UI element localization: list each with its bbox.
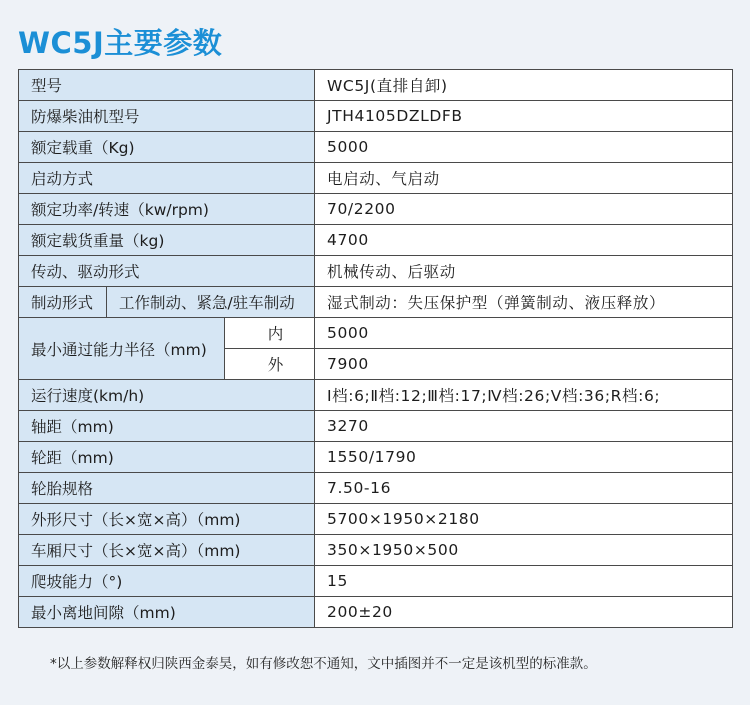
spec-value: 200±20: [315, 597, 733, 628]
spec-value: 5700×1950×2180: [315, 504, 733, 535]
spec-label: 额定功率/转速（kw/rpm): [19, 194, 315, 225]
spec-label: 轮胎规格: [19, 473, 315, 504]
spec-value: 机械传动、后驱动: [315, 256, 733, 287]
spec-label: 最小离地间隙（mm): [19, 597, 315, 628]
spec-value: 350×1950×500: [315, 535, 733, 566]
footnote: *以上参数解释权归陕西金泰昊，如有修改恕不通知，文中插图并不一定是该机型的标准款。: [50, 656, 597, 672]
spec-value: 15: [315, 566, 733, 597]
spec-row: [19, 442, 733, 473]
spec-label: 型号: [19, 70, 315, 101]
spec-row: [19, 225, 733, 256]
spec-row: [19, 504, 733, 535]
spec-row: [19, 411, 733, 442]
brake-value: 湿式制动：失压保护型（弹簧制动、液压释放）: [315, 287, 733, 318]
spec-row: [19, 194, 733, 225]
spec-row-radius-inner: [19, 318, 733, 349]
spec-row: [19, 132, 733, 163]
spec-row: [19, 535, 733, 566]
spec-value: Ⅰ档:6;Ⅱ档:12;Ⅲ档:17;Ⅳ档:26;Ⅴ档:36;R档:6;: [315, 380, 733, 411]
page-title: WC5J主要参数: [18, 26, 223, 60]
spec-label: 防爆柴油机型号: [19, 101, 315, 132]
spec-row: [19, 101, 733, 132]
spec-row: [19, 70, 733, 101]
spec-row-brake: [19, 287, 733, 318]
spec-label: 启动方式: [19, 163, 315, 194]
spec-value: 70/2200: [315, 194, 733, 225]
spec-value: 4700: [315, 225, 733, 256]
spec-value: 电启动、气启动: [315, 163, 733, 194]
spec-label: 车厢尺寸（长×宽×高）（mm): [19, 535, 315, 566]
spec-label: 传动、驱动形式: [19, 256, 315, 287]
brake-sublabel: 工作制动、紧急/驻车制动: [107, 287, 315, 318]
spec-label: 爬坡能力（°): [19, 566, 315, 597]
spec-value: 7.50-16: [315, 473, 733, 504]
radius-inner-label: 内: [225, 318, 315, 349]
spec-label: 额定载重（Kg): [19, 132, 315, 163]
radius-outer-label: 外: [225, 349, 315, 380]
spec-label: 额定载货重量（kg): [19, 225, 315, 256]
spec-value: 5000: [315, 132, 733, 163]
spec-label: 轮距（mm): [19, 442, 315, 473]
radius-inner-value: 5000: [315, 318, 733, 349]
spec-row: [19, 473, 733, 504]
brake-label: 制动形式: [19, 287, 107, 318]
spec-value: JTH4105DZLDFB: [315, 101, 733, 132]
spec-label: 运行速度(km/h): [19, 380, 315, 411]
spec-value: 3270: [315, 411, 733, 442]
radius-outer-value: 7900: [315, 349, 733, 380]
spec-row: [19, 380, 733, 411]
spec-label: 轴距（mm): [19, 411, 315, 442]
spec-row: [19, 597, 733, 628]
radius-label: 最小通过能力半径（mm): [19, 318, 225, 380]
spec-row: [19, 566, 733, 597]
spec-value: WC5J(直排自卸): [315, 70, 733, 101]
spec-value: 1550/1790: [315, 442, 733, 473]
spec-label: 外形尺寸（长×宽×高）（mm): [19, 504, 315, 535]
spec-table: [18, 69, 733, 628]
spec-row: [19, 256, 733, 287]
spec-row: [19, 163, 733, 194]
